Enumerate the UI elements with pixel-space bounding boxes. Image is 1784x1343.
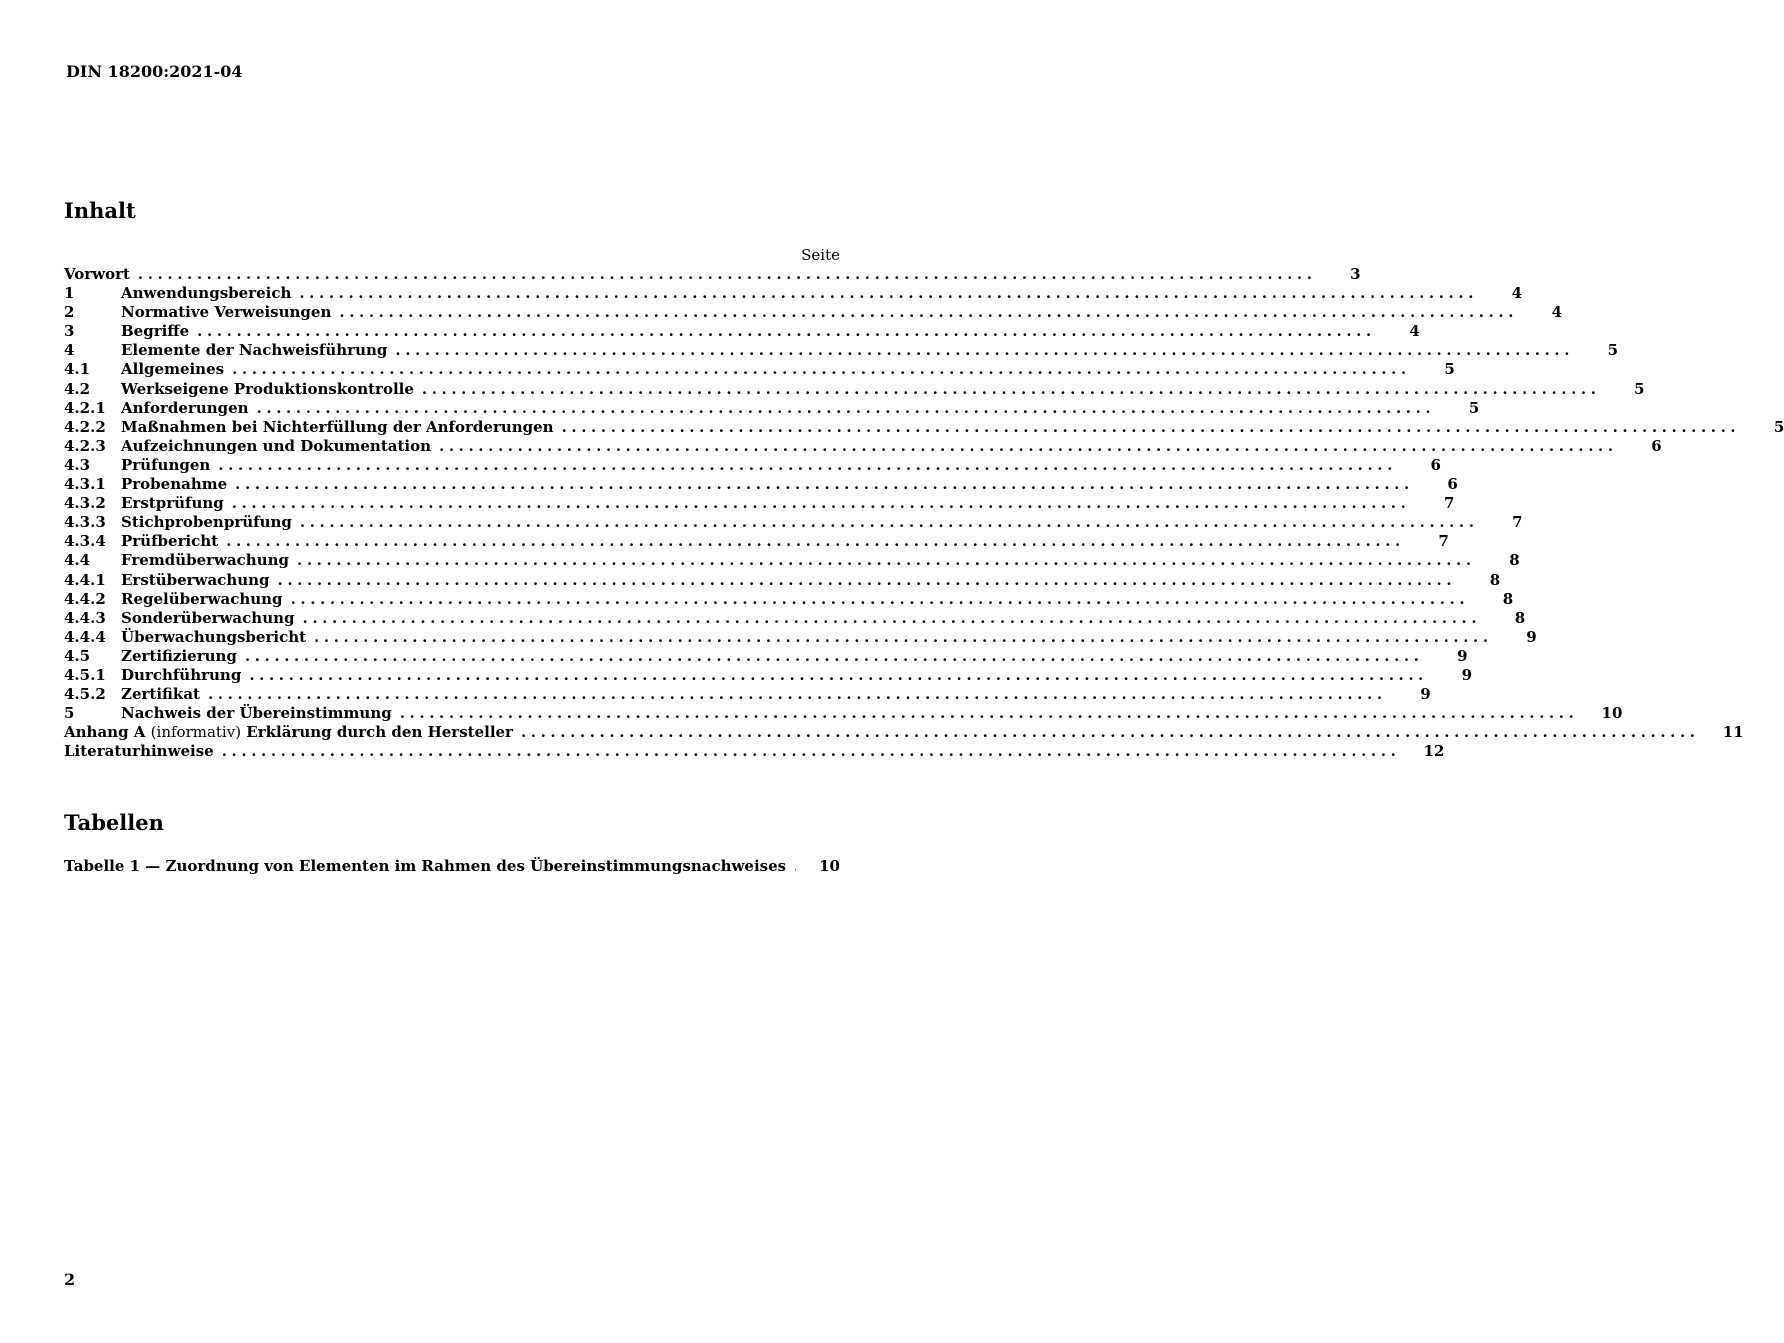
leader-dots: ........................................................................................................................ — [297, 551, 1476, 570]
toc-entry-title: Aufzeichnungen und Dokumentation — [121, 436, 432, 455]
toc-entry-number: 1 — [64, 284, 75, 303]
table-entry-page: 10 — [819, 857, 840, 875]
toc-entry-page: 8 — [1509, 551, 1520, 570]
toc-entry[interactable] — [64, 494, 1455, 513]
tables-heading: Tabellen — [64, 810, 164, 835]
toc-entry-page: 6 — [1651, 436, 1662, 455]
leader-dots: ........................................................................................................................ — [277, 570, 1457, 589]
toc-entry-number: 4.1 — [64, 360, 91, 379]
toc-entry-title: Probenahme — [121, 475, 228, 494]
leader-dots: ........................................................................................................................ — [231, 494, 1411, 513]
toc-entry-page: 7 — [1444, 494, 1455, 513]
toc-entry[interactable] — [64, 665, 1472, 685]
toc-entry-number: 4.3 — [64, 455, 91, 474]
toc-entry[interactable] — [64, 475, 1458, 494]
leader-dots: ........................................................................................................................ — [299, 284, 1479, 303]
toc-entry-number: 4.2.1 — [64, 398, 106, 417]
leader-dots: ........................................................................................................................ — [137, 265, 1317, 283]
toc-entry[interactable] — [64, 265, 1361, 284]
leader-dots: ........................................................................................................................ — [218, 455, 1397, 474]
leader-dots: ........................................................................................................................ — [207, 685, 1387, 704]
table-entry[interactable] — [64, 857, 840, 876]
toc-entry[interactable] — [64, 742, 1445, 761]
toc-entry-title: Begriffe — [121, 322, 190, 341]
toc-entry[interactable] — [64, 532, 1449, 551]
toc-entry-page: 7 — [1438, 532, 1449, 551]
toc-entry[interactable] — [64, 284, 1523, 303]
toc-entry-page: 9 — [1457, 646, 1468, 665]
toc-entry-page: 5 — [1444, 360, 1455, 379]
annex-page: 11 — [1722, 723, 1744, 742]
leader-dots: ........................................................................................................................ — [235, 475, 1414, 494]
toc-heading: Inhalt — [64, 198, 136, 223]
leader-dots: ........................................................................................................................ — [399, 704, 1579, 723]
toc-entry-number: 4.2.3 — [64, 436, 106, 455]
page-number: 2 — [64, 1270, 76, 1289]
toc-entry-page: 5 — [1468, 398, 1480, 417]
annex-name: Erklärung durch den Hersteller — [246, 723, 513, 742]
toc-entry[interactable] — [64, 646, 1468, 666]
toc-entry[interactable] — [64, 589, 1514, 609]
toc-entry-number: 4.2 — [64, 379, 91, 398]
toc-entry-number: 5 — [64, 704, 75, 723]
toc-entry-page: 8 — [1502, 589, 1514, 608]
leader-dots: ........................................................................................................................ — [221, 742, 1401, 761]
toc-entry-page: 6 — [1430, 455, 1441, 474]
toc-entry-page: 6 — [1447, 475, 1458, 494]
toc-entry-title: Sonderüberwachung — [121, 608, 295, 627]
toc-entry-number: 4.3.4 — [64, 532, 106, 551]
leader-dots: ........................................................................................................................ — [421, 379, 1601, 398]
toc-entry[interactable] — [64, 303, 1563, 322]
toc-entry-page: 8 — [1489, 570, 1501, 589]
toc-entry[interactable] — [64, 398, 1480, 418]
toc-entry-title: Nachweis der Übereinstimmung — [121, 704, 392, 723]
toc-entry-number: 3 — [64, 322, 75, 341]
leader-dots: ........................................................................................................................ — [256, 398, 1436, 417]
toc-entry-number: 4.5 — [64, 646, 91, 665]
toc-entry-page: 10 — [1601, 704, 1623, 723]
toc-entry[interactable] — [64, 455, 1441, 475]
toc-entry-title: Prüfbericht — [121, 532, 219, 551]
leader-dots: ........................................................................................................................ — [290, 589, 1470, 608]
toc-entry-title: Werkseigene Produktionskontrolle — [121, 379, 414, 398]
toc-entry-page: 3 — [1350, 265, 1361, 283]
toc-entry[interactable] — [64, 436, 1662, 456]
toc-entry[interactable] — [64, 417, 1784, 437]
toc-entry-number: 4.4 — [64, 551, 91, 570]
toc-entry-number: 4.5.2 — [64, 685, 106, 704]
toc-entry[interactable] — [64, 379, 1645, 399]
toc-entry-title: Normative Verweisungen — [121, 303, 332, 322]
bibliography-page: 12 — [1423, 742, 1445, 761]
toc-entry[interactable] — [64, 360, 1455, 379]
toc-entry-title: Anwendungsbereich — [121, 284, 292, 303]
toc-entry-number: 4.4.2 — [64, 589, 106, 608]
annex-qualifier: (informativ) — [150, 723, 242, 742]
table-of-contents — [64, 265, 1784, 761]
toc-entry-title: Allgemeines — [121, 360, 225, 379]
toc-entry-page: 5 — [1607, 341, 1619, 360]
list-of-tables — [64, 857, 840, 876]
toc-entry-number: 4.2.2 — [64, 417, 106, 436]
toc-entry-title: Vorwort — [64, 265, 130, 283]
annex-prefix: Anhang A — [64, 723, 146, 742]
toc-entry-page: 9 — [1461, 665, 1472, 684]
toc-entry-number: 2 — [64, 303, 75, 322]
toc-entry-title: Fremdüberwachung — [121, 551, 290, 570]
toc-entry-page: 7 — [1512, 513, 1523, 532]
toc-entry-page: 8 — [1514, 608, 1526, 627]
toc-entry-number: 4.3.2 — [64, 494, 106, 513]
toc-entry-page: 5 — [1634, 379, 1645, 398]
toc-entry-title: Regelüberwachung — [121, 589, 283, 608]
toc-entry-title: Erstüberwachung — [121, 570, 270, 589]
leader-dots: ........................................................................................................................ — [249, 665, 1428, 684]
leader-dots: ........................................................................................................................ — [395, 341, 1575, 360]
toc-entry[interactable] — [64, 513, 1523, 532]
toc-entry[interactable] — [64, 570, 1501, 590]
toc-entry-title: Prüfungen — [121, 455, 211, 474]
toc-entry[interactable] — [64, 685, 1431, 704]
bibliography-title: Literaturhinweise — [64, 742, 214, 761]
toc-entry-title: Zertifizierung — [121, 646, 237, 665]
toc-entry-page: 4 — [1511, 284, 1523, 303]
toc-entry-number: 4.4.1 — [64, 570, 106, 589]
leader-dots: ........................................................................................................................ — [244, 646, 1424, 665]
toc-entry[interactable] — [64, 723, 1744, 742]
toc-entry-number: 4 — [64, 341, 75, 360]
leader-dots: ........................................................................................................................ — [302, 608, 1482, 627]
leader-dots: ........................................................................................................................ — [561, 417, 1741, 436]
leader-dots: ........................................................................................................................ — [232, 360, 1411, 379]
toc-entry[interactable] — [64, 341, 1619, 360]
toc-entry-number: 4.4.4 — [64, 627, 106, 646]
toc-entry-page: 5 — [1773, 417, 1784, 436]
toc-entry-title: Maßnahmen bei Nichterfüllung der Anforderungen — [121, 417, 554, 436]
toc-entry-page: 9 — [1420, 685, 1431, 704]
toc-entry-title: Durchführung — [121, 665, 242, 684]
document-id: DIN 18200:2021-04 — [66, 62, 243, 81]
toc-entry-number: 4.5.1 — [64, 665, 106, 684]
toc-entry-title: Erstprüfung — [121, 494, 224, 513]
toc-entry-page: 4 — [1551, 303, 1563, 322]
leader-dots: ........................................................................................................................ — [339, 303, 1519, 322]
page-column-label: Seite — [801, 246, 840, 264]
toc-entry[interactable] — [64, 608, 1526, 628]
toc-entry-page: 4 — [1409, 322, 1420, 341]
toc-entry-title: Anforderungen — [121, 398, 249, 417]
toc-entry[interactable] — [64, 322, 1420, 341]
table-entry-title: Tabelle 1 — Zuordnung von Elementen im Rahmen des Übereinstimmungsnachweises — [64, 857, 787, 875]
toc-entry-page: 9 — [1526, 627, 1537, 646]
toc-entry-number: 4.3.3 — [64, 513, 106, 532]
toc-entry[interactable] — [64, 551, 1520, 570]
toc-entry[interactable] — [64, 704, 1623, 723]
toc-entry-number: 4.4.3 — [64, 608, 106, 627]
leader-dots: ........................................................................................................................ — [314, 627, 1493, 646]
toc-entry-title: Zertifikat — [121, 685, 200, 704]
leader-dots: ........................................................................................................................ — [439, 436, 1618, 455]
toc-entry-title: Stichprobenprüfung — [121, 513, 292, 532]
leader-dots: ........................................................................................................................ — [197, 322, 1376, 341]
toc-entry-title: Elemente der Nachweisführung — [121, 341, 388, 360]
toc-entry-number: 4.3.1 — [64, 475, 106, 494]
toc-entry[interactable] — [64, 627, 1537, 647]
toc-entry-title: Überwachungsbericht — [121, 627, 307, 646]
leader-dots: ........................................................................................................................ — [520, 723, 1700, 742]
leader-dots: ........................................................................................................................ — [226, 532, 1405, 551]
leader-dots: ........................................................................................................................ — [299, 513, 1479, 532]
annex-title — [64, 723, 521, 741]
